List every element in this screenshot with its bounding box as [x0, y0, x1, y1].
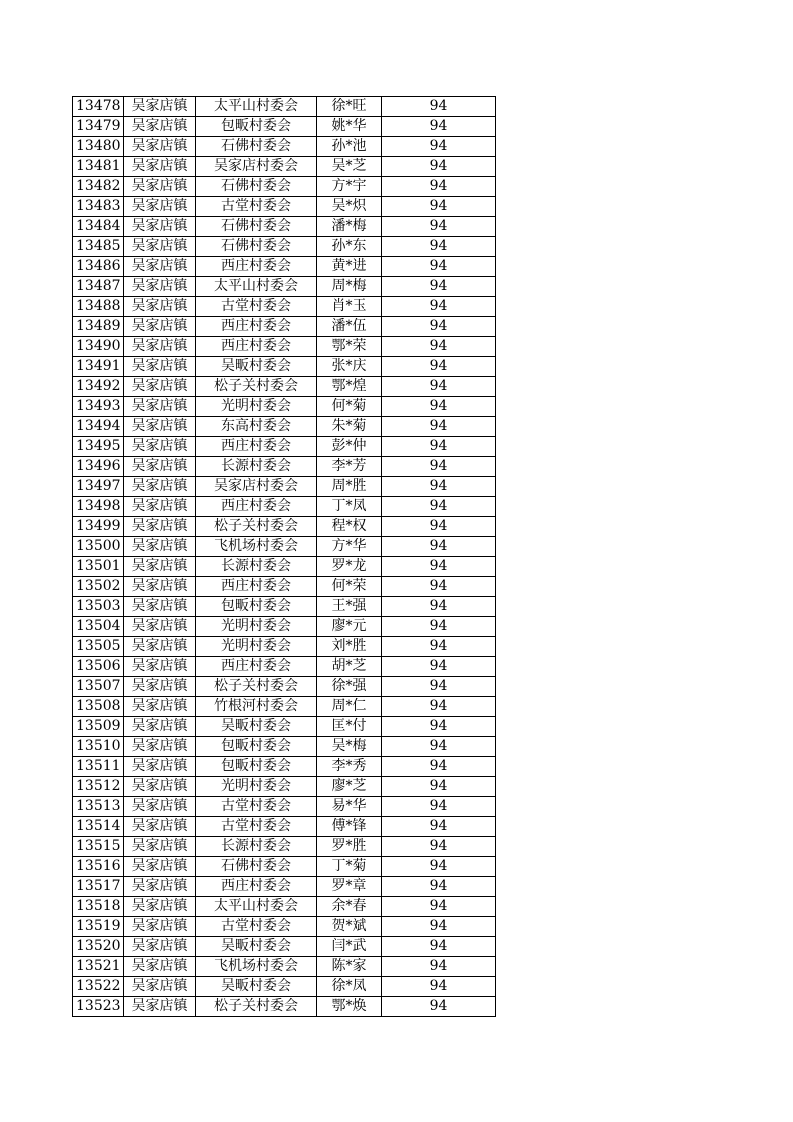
- table-row: [73, 337, 496, 357]
- table-row: [73, 757, 496, 777]
- score-cell: 94: [382, 697, 496, 717]
- score-cell: 94: [382, 977, 496, 997]
- person-name-cell: 陈*家: [317, 957, 382, 977]
- table-row: [73, 817, 496, 837]
- table-row: [73, 877, 496, 897]
- record-id-cell: 13488: [73, 297, 124, 317]
- person-name-cell: 吴*芝: [317, 157, 382, 177]
- village-committee-cell: 石佛村委会: [196, 217, 317, 237]
- village-committee-cell: 吴家店村委会: [196, 477, 317, 497]
- record-id-cell: 13497: [73, 477, 124, 497]
- village-committee-cell: 包畈村委会: [196, 597, 317, 617]
- table-row: [73, 457, 496, 477]
- village-committee-cell: 石佛村委会: [196, 237, 317, 257]
- town-cell: 吴家店镇: [124, 397, 196, 417]
- record-id-cell: 13506: [73, 657, 124, 677]
- record-id-cell: 13505: [73, 637, 124, 657]
- person-name-cell: 黄*进: [317, 257, 382, 277]
- table-row: [73, 197, 496, 217]
- table-row: [73, 317, 496, 337]
- record-id-cell: 13480: [73, 137, 124, 157]
- town-cell: 吴家店镇: [124, 97, 196, 117]
- town-cell: 吴家店镇: [124, 717, 196, 737]
- score-cell: 94: [382, 797, 496, 817]
- score-cell: 94: [382, 117, 496, 137]
- town-cell: 吴家店镇: [124, 137, 196, 157]
- record-id-cell: 13495: [73, 437, 124, 457]
- village-committee-cell: 西庄村委会: [196, 577, 317, 597]
- village-committee-cell: 石佛村委会: [196, 137, 317, 157]
- person-name-cell: 廖*芝: [317, 777, 382, 797]
- score-cell: 94: [382, 337, 496, 357]
- person-name-cell: 丁*菊: [317, 857, 382, 877]
- village-committee-cell: 太平山村委会: [196, 97, 317, 117]
- table-row: [73, 417, 496, 437]
- score-cell: 94: [382, 857, 496, 877]
- score-cell: 94: [382, 437, 496, 457]
- person-name-cell: 余*春: [317, 897, 382, 917]
- town-cell: 吴家店镇: [124, 837, 196, 857]
- record-id-cell: 13522: [73, 977, 124, 997]
- village-committee-cell: 古堂村委会: [196, 917, 317, 937]
- score-cell: 94: [382, 237, 496, 257]
- score-cell: 94: [382, 197, 496, 217]
- table-row: [73, 397, 496, 417]
- person-name-cell: 鄂*煌: [317, 377, 382, 397]
- person-name-cell: 匡*付: [317, 717, 382, 737]
- record-id-cell: 13504: [73, 617, 124, 637]
- record-id-cell: 13484: [73, 217, 124, 237]
- person-name-cell: 闫*武: [317, 937, 382, 957]
- table-row: [73, 697, 496, 717]
- score-cell: 94: [382, 637, 496, 657]
- town-cell: 吴家店镇: [124, 437, 196, 457]
- table-row: [73, 657, 496, 677]
- record-id-cell: 13516: [73, 857, 124, 877]
- town-cell: 吴家店镇: [124, 737, 196, 757]
- table-row: [73, 997, 496, 1017]
- village-committee-cell: 西庄村委会: [196, 437, 317, 457]
- record-id-cell: 13512: [73, 777, 124, 797]
- town-cell: 吴家店镇: [124, 217, 196, 237]
- table-row: [73, 537, 496, 557]
- town-cell: 吴家店镇: [124, 637, 196, 657]
- town-cell: 吴家店镇: [124, 237, 196, 257]
- score-cell: 94: [382, 157, 496, 177]
- record-id-cell: 13489: [73, 317, 124, 337]
- person-name-cell: 罗*章: [317, 877, 382, 897]
- score-cell: 94: [382, 177, 496, 197]
- town-cell: 吴家店镇: [124, 417, 196, 437]
- record-id-cell: 13482: [73, 177, 124, 197]
- town-cell: 吴家店镇: [124, 357, 196, 377]
- person-name-cell: 刘*胜: [317, 637, 382, 657]
- record-id-cell: 13523: [73, 997, 124, 1017]
- table-row: [73, 97, 496, 117]
- score-cell: 94: [382, 877, 496, 897]
- table-row: [73, 577, 496, 597]
- table-row: [73, 137, 496, 157]
- table-row: [73, 357, 496, 377]
- table-row: [73, 297, 496, 317]
- record-id-cell: 13490: [73, 337, 124, 357]
- record-id-cell: 13500: [73, 537, 124, 557]
- village-committee-cell: 石佛村委会: [196, 177, 317, 197]
- score-cell: 94: [382, 517, 496, 537]
- person-name-cell: 徐*强: [317, 677, 382, 697]
- person-name-cell: 丁*凤: [317, 497, 382, 517]
- person-name-cell: 方*宇: [317, 177, 382, 197]
- person-name-cell: 周*胜: [317, 477, 382, 497]
- record-id-cell: 13513: [73, 797, 124, 817]
- town-cell: 吴家店镇: [124, 857, 196, 877]
- person-name-cell: 罗*胜: [317, 837, 382, 857]
- table-row: [73, 257, 496, 277]
- village-committee-cell: 飞机场村委会: [196, 537, 317, 557]
- record-id-cell: 13491: [73, 357, 124, 377]
- score-cell: 94: [382, 617, 496, 637]
- town-cell: 吴家店镇: [124, 917, 196, 937]
- table-row: [73, 737, 496, 757]
- table-row: [73, 937, 496, 957]
- score-cell: 94: [382, 577, 496, 597]
- score-cell: 94: [382, 597, 496, 617]
- town-cell: 吴家店镇: [124, 277, 196, 297]
- score-cell: 94: [382, 97, 496, 117]
- village-committee-cell: 西庄村委会: [196, 337, 317, 357]
- table-row: [73, 117, 496, 137]
- table-row: [73, 437, 496, 457]
- town-cell: 吴家店镇: [124, 197, 196, 217]
- table-row: [73, 917, 496, 937]
- town-cell: 吴家店镇: [124, 117, 196, 137]
- table-row: [73, 377, 496, 397]
- village-committee-cell: 吴畈村委会: [196, 977, 317, 997]
- person-name-cell: 孙*东: [317, 237, 382, 257]
- score-cell: 94: [382, 737, 496, 757]
- village-committee-cell: 太平山村委会: [196, 277, 317, 297]
- village-committee-cell: 西庄村委会: [196, 877, 317, 897]
- table-row: [73, 557, 496, 577]
- table-row: [73, 637, 496, 657]
- score-cell: 94: [382, 277, 496, 297]
- record-id-cell: 13479: [73, 117, 124, 137]
- score-cell: 94: [382, 677, 496, 697]
- village-committee-cell: 光明村委会: [196, 617, 317, 637]
- record-id-cell: 13487: [73, 277, 124, 297]
- score-cell: 94: [382, 137, 496, 157]
- record-id-cell: 13518: [73, 897, 124, 917]
- record-id-cell: 13521: [73, 957, 124, 977]
- village-committee-cell: 吴畈村委会: [196, 937, 317, 957]
- person-name-cell: 方*华: [317, 537, 382, 557]
- record-id-cell: 13514: [73, 817, 124, 837]
- village-committee-cell: 古堂村委会: [196, 817, 317, 837]
- village-committee-cell: 吴畈村委会: [196, 357, 317, 377]
- score-cell: 94: [382, 397, 496, 417]
- person-name-cell: 吴*梅: [317, 737, 382, 757]
- score-cell: 94: [382, 937, 496, 957]
- score-cell: 94: [382, 477, 496, 497]
- table-row: [73, 277, 496, 297]
- table-body: [73, 97, 496, 1017]
- person-name-cell: 罗*龙: [317, 557, 382, 577]
- score-cell: 94: [382, 217, 496, 237]
- score-cell: 94: [382, 957, 496, 977]
- village-committee-cell: 光明村委会: [196, 777, 317, 797]
- person-name-cell: 孙*池: [317, 137, 382, 157]
- village-committee-cell: 飞机场村委会: [196, 957, 317, 977]
- record-id-cell: 13486: [73, 257, 124, 277]
- record-id-cell: 13520: [73, 937, 124, 957]
- record-id-cell: 13509: [73, 717, 124, 737]
- score-cell: 94: [382, 377, 496, 397]
- table-row: [73, 897, 496, 917]
- town-cell: 吴家店镇: [124, 317, 196, 337]
- town-cell: 吴家店镇: [124, 657, 196, 677]
- village-committee-cell: 包畈村委会: [196, 117, 317, 137]
- person-name-cell: 张*庆: [317, 357, 382, 377]
- village-committee-cell: 西庄村委会: [196, 497, 317, 517]
- table-row: [73, 677, 496, 697]
- score-cell: 94: [382, 897, 496, 917]
- town-cell: 吴家店镇: [124, 817, 196, 837]
- village-committee-cell: 古堂村委会: [196, 197, 317, 217]
- record-id-cell: 13496: [73, 457, 124, 477]
- person-name-cell: 潘*伍: [317, 317, 382, 337]
- person-name-cell: 朱*菊: [317, 417, 382, 437]
- village-committee-cell: 东高村委会: [196, 417, 317, 437]
- town-cell: 吴家店镇: [124, 457, 196, 477]
- town-cell: 吴家店镇: [124, 777, 196, 797]
- person-name-cell: 何*菊: [317, 397, 382, 417]
- village-committee-cell: 松子关村委会: [196, 677, 317, 697]
- score-cell: 94: [382, 537, 496, 557]
- record-id-cell: 13510: [73, 737, 124, 757]
- person-name-cell: 程*权: [317, 517, 382, 537]
- record-id-cell: 13481: [73, 157, 124, 177]
- record-id-cell: 13485: [73, 237, 124, 257]
- person-name-cell: 廖*元: [317, 617, 382, 637]
- village-committee-cell: 光明村委会: [196, 637, 317, 657]
- score-cell: 94: [382, 817, 496, 837]
- table-row: [73, 617, 496, 637]
- table-row: [73, 177, 496, 197]
- person-name-cell: 鄂*荣: [317, 337, 382, 357]
- village-committee-cell: 光明村委会: [196, 397, 317, 417]
- record-id-cell: 13499: [73, 517, 124, 537]
- village-committee-cell: 竹根河村委会: [196, 697, 317, 717]
- score-cell: 94: [382, 917, 496, 937]
- person-name-cell: 徐*凤: [317, 977, 382, 997]
- village-committee-cell: 西庄村委会: [196, 657, 317, 677]
- person-name-cell: 李*芳: [317, 457, 382, 477]
- person-name-cell: 吴*炽: [317, 197, 382, 217]
- person-name-cell: 胡*芝: [317, 657, 382, 677]
- record-id-cell: 13503: [73, 597, 124, 617]
- village-committee-cell: 石佛村委会: [196, 857, 317, 877]
- table-row: [73, 957, 496, 977]
- table-row: [73, 857, 496, 877]
- town-cell: 吴家店镇: [124, 597, 196, 617]
- record-id-cell: 13501: [73, 557, 124, 577]
- record-id-cell: 13493: [73, 397, 124, 417]
- town-cell: 吴家店镇: [124, 257, 196, 277]
- score-cell: 94: [382, 357, 496, 377]
- person-name-cell: 傅*锋: [317, 817, 382, 837]
- town-cell: 吴家店镇: [124, 937, 196, 957]
- record-id-cell: 13483: [73, 197, 124, 217]
- town-cell: 吴家店镇: [124, 677, 196, 697]
- town-cell: 吴家店镇: [124, 497, 196, 517]
- village-committee-cell: 长源村委会: [196, 557, 317, 577]
- person-name-cell: 潘*梅: [317, 217, 382, 237]
- score-cell: 94: [382, 837, 496, 857]
- table-row: [73, 217, 496, 237]
- village-committee-cell: 包畈村委会: [196, 737, 317, 757]
- village-committee-cell: 松子关村委会: [196, 997, 317, 1017]
- score-cell: 94: [382, 317, 496, 337]
- score-cell: 94: [382, 557, 496, 577]
- record-id-cell: 13511: [73, 757, 124, 777]
- table-row: [73, 717, 496, 737]
- town-cell: 吴家店镇: [124, 757, 196, 777]
- person-name-cell: 易*华: [317, 797, 382, 817]
- data-table: [72, 96, 496, 1017]
- village-committee-cell: 长源村委会: [196, 837, 317, 857]
- table-row: [73, 837, 496, 857]
- score-cell: 94: [382, 657, 496, 677]
- record-id-cell: 13492: [73, 377, 124, 397]
- village-committee-cell: 吴畈村委会: [196, 717, 317, 737]
- town-cell: 吴家店镇: [124, 957, 196, 977]
- town-cell: 吴家店镇: [124, 377, 196, 397]
- score-cell: 94: [382, 297, 496, 317]
- table-row: [73, 237, 496, 257]
- person-name-cell: 鄂*焕: [317, 997, 382, 1017]
- score-cell: 94: [382, 457, 496, 477]
- village-committee-cell: 古堂村委会: [196, 797, 317, 817]
- person-name-cell: 贺*斌: [317, 917, 382, 937]
- table-row: [73, 777, 496, 797]
- table-row: [73, 517, 496, 537]
- record-id-cell: 13515: [73, 837, 124, 857]
- person-name-cell: 肖*玉: [317, 297, 382, 317]
- record-id-cell: 13519: [73, 917, 124, 937]
- town-cell: 吴家店镇: [124, 997, 196, 1017]
- village-committee-cell: 西庄村委会: [196, 317, 317, 337]
- village-committee-cell: 包畈村委会: [196, 757, 317, 777]
- town-cell: 吴家店镇: [124, 297, 196, 317]
- table-row: [73, 797, 496, 817]
- record-id-cell: 13498: [73, 497, 124, 517]
- town-cell: 吴家店镇: [124, 177, 196, 197]
- town-cell: 吴家店镇: [124, 557, 196, 577]
- record-id-cell: 13478: [73, 97, 124, 117]
- score-cell: 94: [382, 257, 496, 277]
- town-cell: 吴家店镇: [124, 617, 196, 637]
- town-cell: 吴家店镇: [124, 697, 196, 717]
- town-cell: 吴家店镇: [124, 897, 196, 917]
- village-committee-cell: 松子关村委会: [196, 517, 317, 537]
- table-row: [73, 597, 496, 617]
- person-name-cell: 周*仁: [317, 697, 382, 717]
- score-cell: 94: [382, 757, 496, 777]
- town-cell: 吴家店镇: [124, 337, 196, 357]
- person-name-cell: 周*梅: [317, 277, 382, 297]
- town-cell: 吴家店镇: [124, 157, 196, 177]
- record-id-cell: 13494: [73, 417, 124, 437]
- village-committee-cell: 太平山村委会: [196, 897, 317, 917]
- score-cell: 94: [382, 417, 496, 437]
- record-id-cell: 13507: [73, 677, 124, 697]
- person-name-cell: 徐*旺: [317, 97, 382, 117]
- village-committee-cell: 西庄村委会: [196, 257, 317, 277]
- table-row: [73, 157, 496, 177]
- town-cell: 吴家店镇: [124, 797, 196, 817]
- town-cell: 吴家店镇: [124, 877, 196, 897]
- score-cell: 94: [382, 497, 496, 517]
- person-name-cell: 李*秀: [317, 757, 382, 777]
- town-cell: 吴家店镇: [124, 537, 196, 557]
- village-committee-cell: 松子关村委会: [196, 377, 317, 397]
- record-id-cell: 13517: [73, 877, 124, 897]
- table-row: [73, 477, 496, 497]
- village-committee-cell: 长源村委会: [196, 457, 317, 477]
- person-name-cell: 王*强: [317, 597, 382, 617]
- person-name-cell: 何*荣: [317, 577, 382, 597]
- record-id-cell: 13508: [73, 697, 124, 717]
- table-row: [73, 977, 496, 997]
- score-cell: 94: [382, 717, 496, 737]
- town-cell: 吴家店镇: [124, 477, 196, 497]
- town-cell: 吴家店镇: [124, 577, 196, 597]
- person-name-cell: 彭*仲: [317, 437, 382, 457]
- record-id-cell: 13502: [73, 577, 124, 597]
- town-cell: 吴家店镇: [124, 977, 196, 997]
- village-committee-cell: 吴家店村委会: [196, 157, 317, 177]
- person-name-cell: 姚*华: [317, 117, 382, 137]
- town-cell: 吴家店镇: [124, 517, 196, 537]
- village-committee-cell: 古堂村委会: [196, 297, 317, 317]
- table-row: [73, 497, 496, 517]
- score-cell: 94: [382, 997, 496, 1017]
- score-cell: 94: [382, 777, 496, 797]
